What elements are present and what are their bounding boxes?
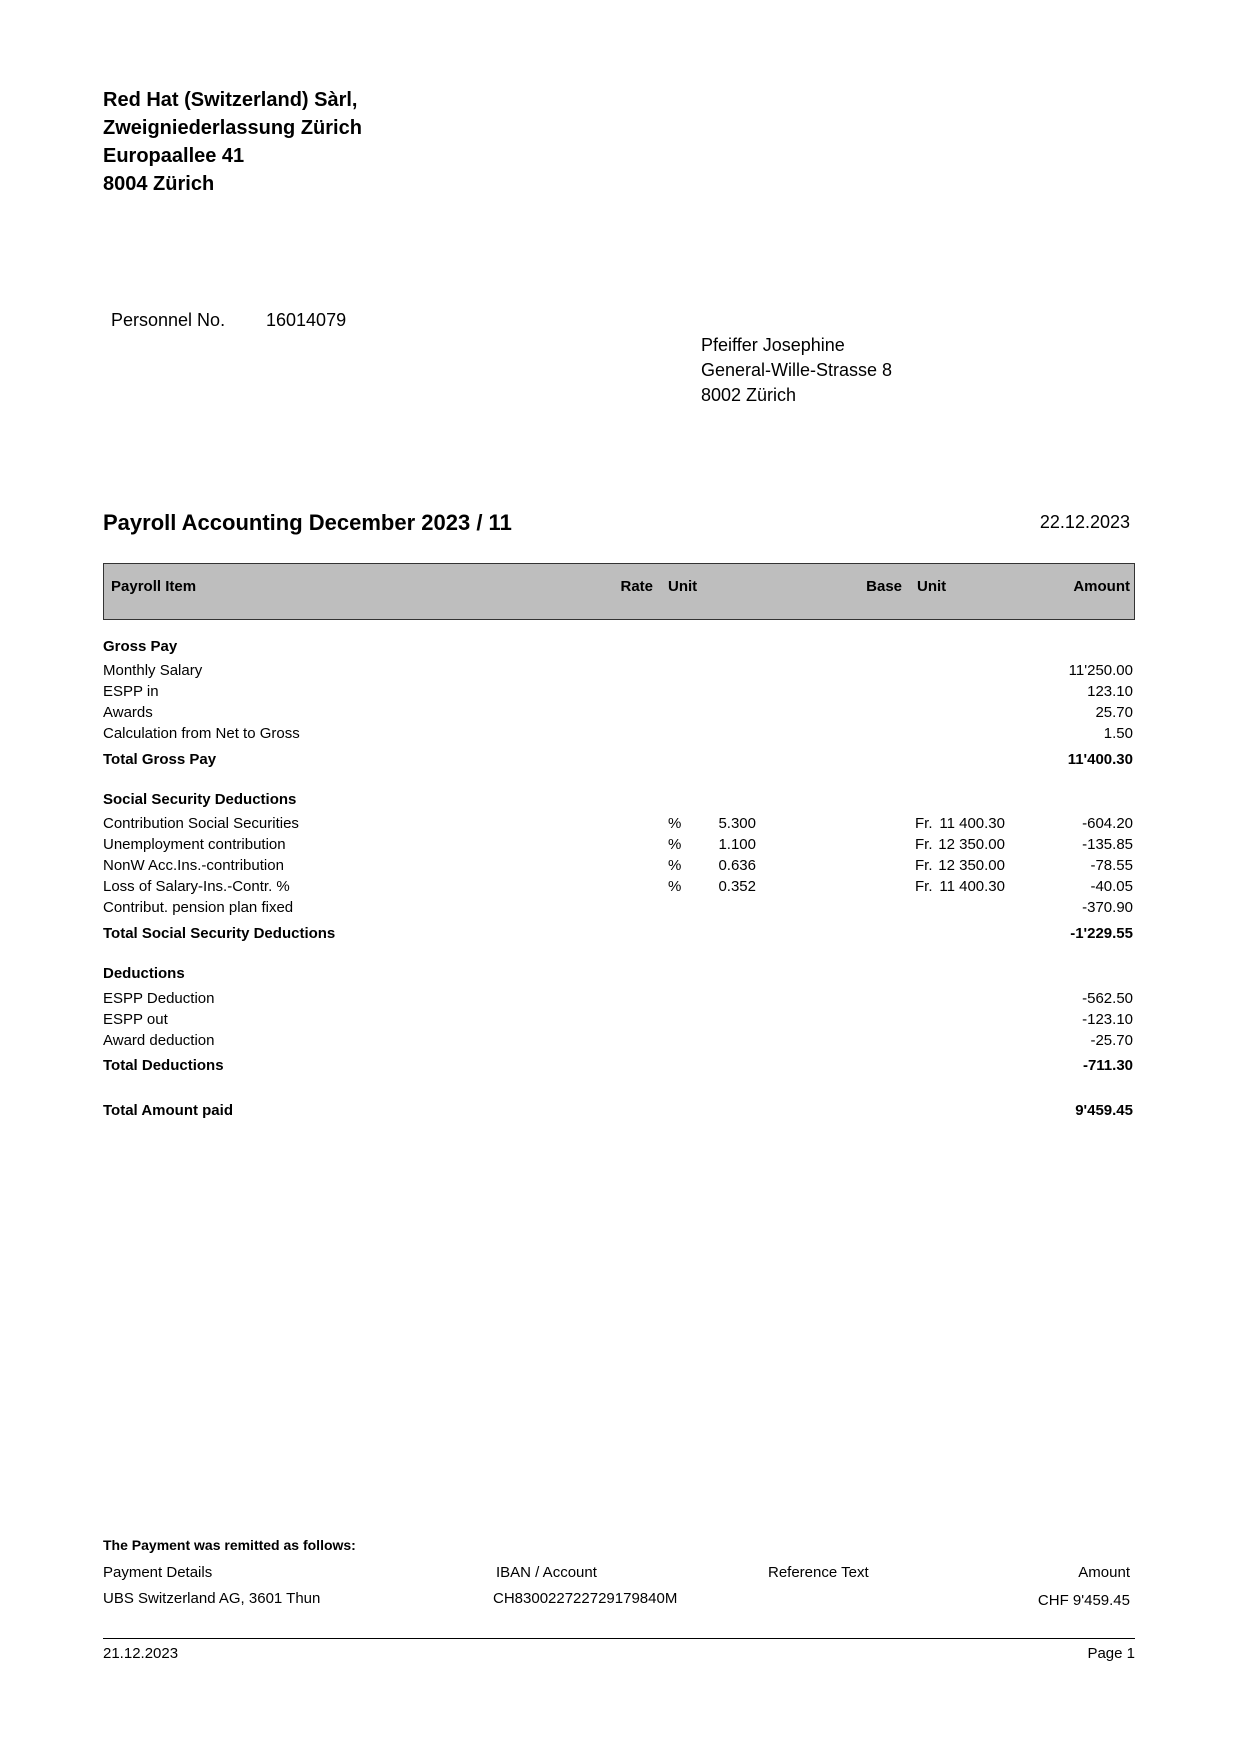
- row-base: 11 400.30: [939, 878, 1005, 895]
- row-rate-unit: %: [668, 878, 682, 895]
- row-amount: -370.90: [1082, 899, 1133, 916]
- header-payroll-item: Payroll Item: [111, 578, 197, 595]
- row-amount: -135.85: [1082, 836, 1133, 853]
- section-heading: [103, 791, 1133, 812]
- row-base-unit: Fr.: [915, 836, 933, 853]
- row-rate-unit: %: [668, 857, 682, 874]
- row-amount: -123.10: [1082, 1011, 1133, 1028]
- row-amount: 25.70: [1095, 704, 1133, 721]
- table-row: [103, 878, 1133, 899]
- footer-date: 21.12.2023: [103, 1645, 179, 1662]
- payroll-table-header: [103, 563, 1135, 620]
- payment-amount-header: Amount: [1078, 1564, 1130, 1581]
- row-amount: -1'229.55: [1070, 925, 1133, 942]
- total-row: [103, 1057, 1133, 1078]
- table-row: [103, 725, 1133, 746]
- row-name: Award deduction: [103, 1032, 215, 1049]
- company-line: Europaallee 41: [103, 145, 245, 167]
- personnel-label: Personnel No.: [111, 310, 226, 330]
- row-amount: -604.20: [1082, 815, 1133, 832]
- iban-value: CH830022722729179840M: [493, 1590, 678, 1607]
- row-base: 12 350.00: [938, 836, 1005, 853]
- header-amount: Amount: [1073, 578, 1130, 595]
- reference-header: Reference Text: [768, 1564, 869, 1581]
- row-name: Total Deductions: [103, 1057, 224, 1074]
- payment-details-header: Payment Details: [103, 1564, 213, 1581]
- row-amount: 1.50: [1103, 725, 1133, 742]
- row-name: Contribution Social Securities: [103, 815, 299, 832]
- row-rate: 5.300: [718, 815, 756, 832]
- table-row: [103, 1011, 1133, 1032]
- row-name: Total Gross Pay: [103, 751, 217, 768]
- company-line: Zweigniederlassung Zürich: [103, 117, 362, 139]
- header-base: Base: [866, 578, 902, 595]
- table-row: [103, 899, 1133, 920]
- row-name: ESPP in: [103, 683, 159, 700]
- row-name: Contribut. pension plan fixed: [103, 899, 294, 916]
- row-amount: -562.50: [1082, 990, 1133, 1007]
- row-name: Loss of Salary-Ins.-Contr. %: [103, 878, 290, 895]
- row-name: Total Amount paid: [103, 1102, 233, 1119]
- recipient-line: Pfeiffer Josephine: [701, 335, 845, 355]
- row-rate-unit: %: [668, 836, 682, 853]
- row-name: Total Social Security Deductions: [103, 925, 336, 942]
- payment-title: The Payment was remitted as follows:: [103, 1537, 356, 1553]
- table-row: [103, 815, 1133, 836]
- grand-total-row: [103, 1102, 1133, 1123]
- section-heading: [103, 638, 1133, 659]
- row-name: Monthly Salary: [103, 662, 203, 679]
- header-base-unit: Unit: [917, 578, 947, 595]
- row-name: Unemployment contribution: [103, 836, 286, 853]
- table-row: [103, 704, 1133, 725]
- total-row: [103, 925, 1133, 946]
- row-amount: 11'250.00: [1068, 662, 1133, 679]
- row-name: Deductions: [103, 965, 185, 982]
- row-base: 12 350.00: [938, 857, 1005, 874]
- row-rate-unit: %: [668, 815, 682, 832]
- row-amount: 9'459.45: [1075, 1102, 1133, 1119]
- row-amount: -25.70: [1090, 1032, 1133, 1049]
- row-name: NonW Acc.Ins.-contribution: [103, 857, 284, 874]
- iban-header: IBAN / Account: [496, 1564, 597, 1581]
- total-row: [103, 751, 1133, 772]
- row-name: Calculation from Net to Gross: [103, 725, 300, 742]
- row-base-unit: Fr.: [915, 815, 933, 832]
- document-title: Payroll Accounting December 2023 / 11: [103, 510, 512, 535]
- footer-divider: [103, 1638, 1135, 1639]
- row-name: ESPP Deduction: [103, 990, 215, 1007]
- row-name: ESPP out: [103, 1011, 168, 1028]
- row-amount: -40.05: [1090, 878, 1133, 895]
- table-row: [103, 662, 1133, 683]
- row-base: 11 400.30: [939, 815, 1005, 832]
- table-row: [103, 683, 1133, 704]
- row-amount: -78.55: [1090, 857, 1133, 874]
- row-amount: 123.10: [1087, 683, 1133, 700]
- row-rate: 1.100: [718, 836, 756, 853]
- header-rate-unit: Unit: [668, 578, 698, 595]
- table-row: [103, 857, 1133, 878]
- row-amount: 11'400.30: [1067, 751, 1133, 768]
- row-base-unit: Fr.: [915, 878, 933, 895]
- table-row: [103, 1032, 1133, 1053]
- header-rate: Rate: [620, 578, 653, 595]
- row-name: Social Security Deductions: [103, 791, 297, 808]
- row-rate: 0.352: [718, 878, 756, 895]
- row-rate: 0.636: [718, 857, 756, 874]
- page-number: Page 1: [1087, 1645, 1135, 1662]
- payment-amount-value: CHF 9'459.45: [1037, 1592, 1130, 1609]
- row-name: Gross Pay: [103, 638, 178, 655]
- row-base-unit: Fr.: [915, 857, 933, 874]
- row-name: Awards: [103, 704, 153, 721]
- section-heading: [103, 965, 1133, 986]
- table-row: [103, 836, 1133, 857]
- recipient-address: [701, 333, 892, 408]
- personnel-number: 16014079: [266, 310, 347, 330]
- company-address: [103, 86, 362, 198]
- table-row: [103, 990, 1133, 1011]
- row-amount: -711.30: [1082, 1057, 1133, 1074]
- payment-details-value: UBS Switzerland AG, 3601 Thun: [103, 1590, 321, 1607]
- recipient-line: General-Wille-Strasse 8: [701, 360, 893, 380]
- recipient-line: 8002 Zürich: [701, 385, 797, 405]
- document-date: 22.12.2023: [1039, 512, 1130, 532]
- company-line: Red Hat (Switzerland) Sàrl,: [103, 89, 358, 111]
- company-line: 8004 Zürich: [103, 173, 215, 195]
